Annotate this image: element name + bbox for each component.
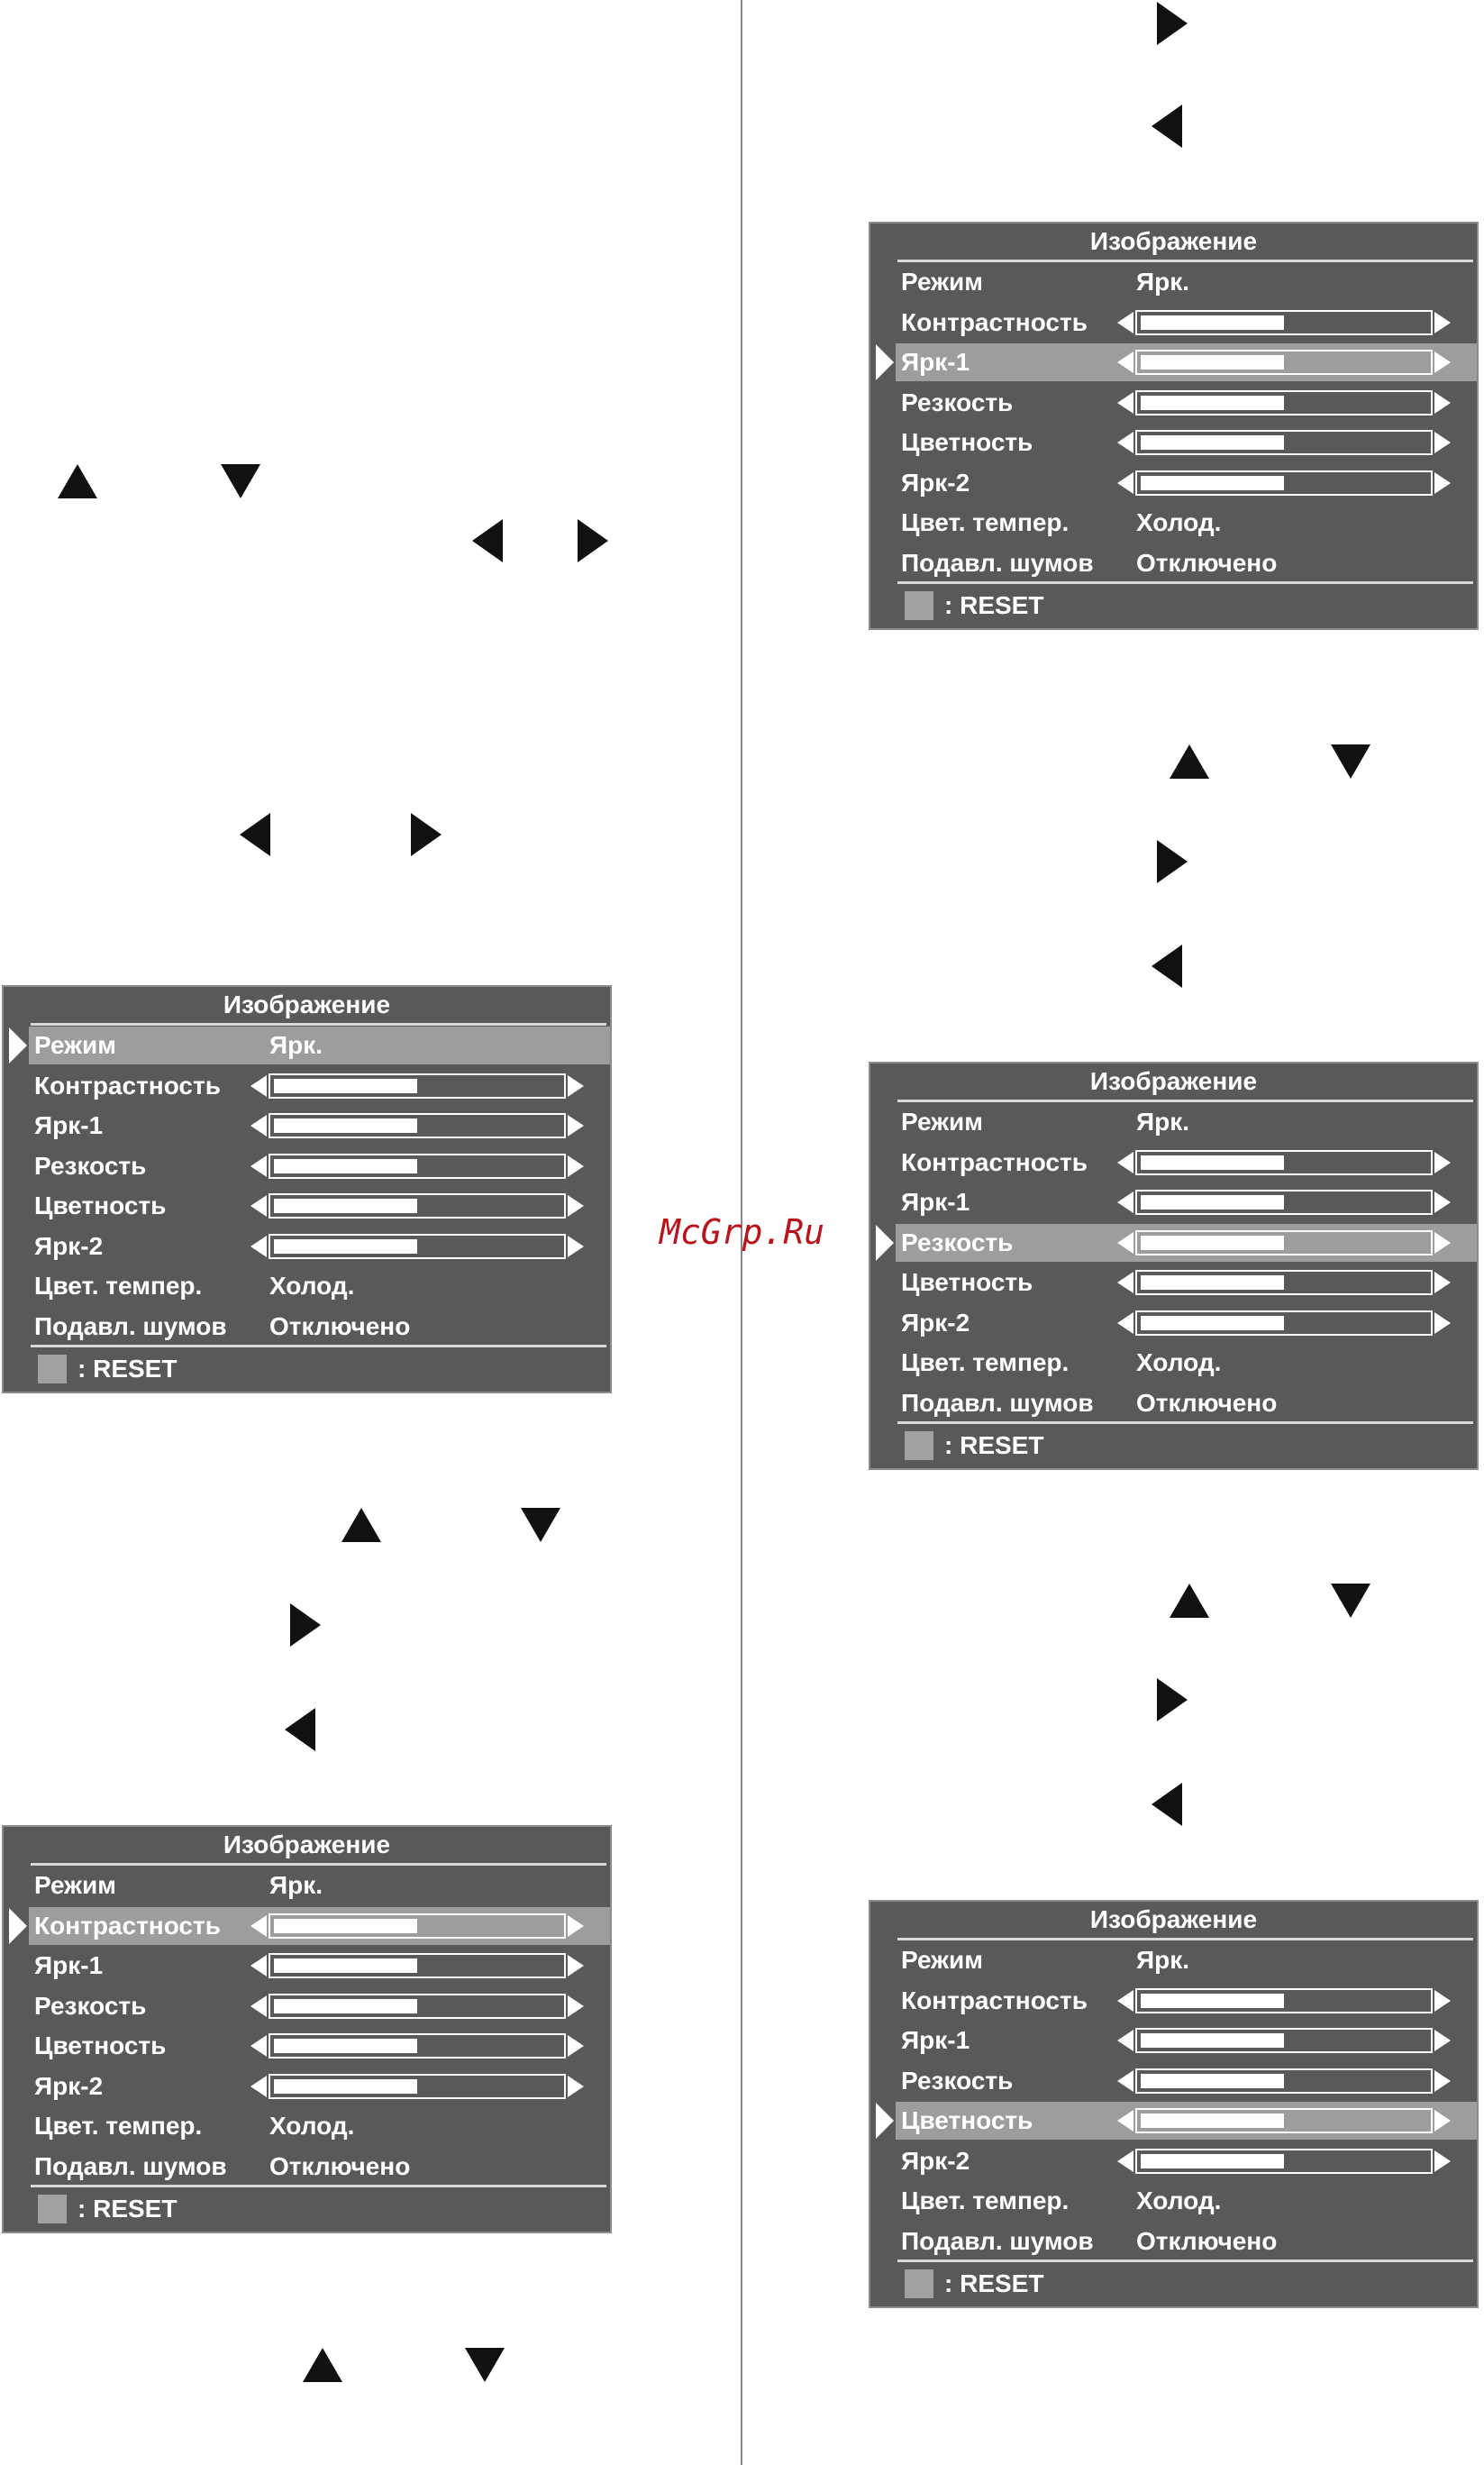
menu-row-label: Резкость	[901, 388, 1014, 416]
menu-row[interactable]	[870, 1982, 1477, 2020]
menu-row-label: Цветность	[901, 2106, 1033, 2134]
menu-row-label: Цвет. темпер.	[34, 2112, 203, 2140]
slider-right-arrow-icon[interactable]	[1434, 1232, 1451, 1254]
menu-row-value: Ярк.	[1136, 268, 1190, 296]
menu-row-label: Цветность	[901, 1268, 1033, 1296]
down-arrow-icon	[221, 464, 260, 498]
menu-slider[interactable]	[1117, 468, 1451, 498]
slider-right-arrow-icon[interactable]	[1434, 2110, 1451, 2132]
up-arrow-icon	[58, 464, 97, 498]
reset-color-key-icon	[905, 2269, 933, 2298]
slider-track	[1135, 1230, 1433, 1255]
slider-right-arrow-icon[interactable]	[1434, 2070, 1451, 2092]
slider-fill	[274, 1958, 417, 1973]
slider-fill	[1141, 1275, 1284, 1290]
slider-track	[269, 1953, 566, 1978]
picture-menu	[869, 222, 1479, 630]
left-arrow-icon	[240, 813, 270, 856]
slider-right-arrow-icon[interactable]	[568, 2035, 584, 2057]
menu-row-label: Подавл. шумов	[901, 1388, 1094, 1417]
slider-track	[1135, 1150, 1433, 1175]
menu-row-value: Холод.	[269, 2112, 355, 2140]
menu-row[interactable]	[870, 1144, 1477, 1182]
slider-track	[269, 2074, 566, 2099]
menu-title: Изображение	[223, 991, 391, 1018]
menu-slider[interactable]	[1117, 2146, 1451, 2177]
menu-title: Изображение	[223, 1830, 391, 1858]
left-arrow-icon	[1152, 105, 1182, 148]
slider-track	[269, 2033, 566, 2059]
menu-row-value: Ярк.	[269, 1031, 323, 1059]
menu-divider	[897, 581, 1473, 584]
menu-row[interactable]	[870, 304, 1477, 342]
slider-left-arrow-icon[interactable]	[250, 1995, 267, 2017]
menu-slider[interactable]	[250, 1950, 584, 1981]
menu-slider[interactable]	[1117, 427, 1451, 458]
slider-track	[1135, 350, 1433, 375]
menu-slider[interactable]	[1117, 1267, 1451, 1298]
reset-color-key-icon	[38, 2195, 67, 2223]
slider-left-arrow-icon[interactable]	[250, 1236, 267, 1257]
down-arrow-icon	[1331, 1584, 1370, 1618]
up-arrow-icon	[303, 2348, 342, 2382]
menu-row-value: Холод.	[1136, 508, 1222, 536]
menu-row[interactable]	[870, 1384, 1477, 1422]
menu-row[interactable]	[4, 1867, 610, 1904]
menu-row[interactable]	[870, 1304, 1477, 1342]
slider-track	[1135, 1270, 1433, 1295]
up-arrow-icon	[1170, 744, 1209, 779]
menu-slider[interactable]	[1117, 1228, 1451, 1258]
menu-slider[interactable]	[250, 1991, 584, 2022]
menu-slider[interactable]	[1117, 2025, 1451, 2056]
slider-right-arrow-icon[interactable]	[568, 1915, 584, 1937]
menu-divider	[897, 2260, 1473, 2262]
slider-track	[269, 1154, 566, 1179]
menu-row-label: Ярк-1	[901, 348, 970, 376]
menu-divider	[31, 2185, 606, 2187]
menu-row[interactable]	[870, 2223, 1477, 2260]
slider-left-arrow-icon[interactable]	[250, 1155, 267, 1177]
slider-left-arrow-icon[interactable]	[1117, 432, 1133, 453]
slider-right-arrow-icon[interactable]	[568, 1236, 584, 1257]
slider-right-arrow-icon[interactable]	[1434, 1191, 1451, 1213]
selection-cursor-icon	[876, 344, 894, 380]
menu-row-label: Контрастность	[34, 1071, 221, 1100]
menu-row[interactable]	[896, 2102, 1477, 2140]
slider-track	[269, 1113, 566, 1138]
slider-fill	[1141, 476, 1284, 490]
menu-slider[interactable]	[1117, 2105, 1451, 2136]
slider-left-arrow-icon[interactable]	[1117, 2030, 1133, 2051]
slider-right-arrow-icon[interactable]	[568, 1115, 584, 1137]
slider-right-arrow-icon[interactable]	[1434, 432, 1451, 453]
menu-row[interactable]	[870, 424, 1477, 461]
menu-row-label: Подавл. шумов	[901, 548, 1094, 577]
menu-row[interactable]	[4, 1067, 610, 1105]
selection-cursor-icon	[9, 1908, 27, 1944]
menu-title: Изображение	[1089, 1905, 1258, 1933]
menu-row-label: Режим	[901, 1108, 983, 1136]
slider-left-arrow-icon[interactable]	[250, 1955, 267, 1977]
menu-row[interactable]	[29, 1907, 610, 1945]
menu-row[interactable]	[4, 2027, 610, 2065]
left-arrow-icon	[285, 1708, 315, 1751]
left-arrow-icon	[472, 519, 503, 562]
slider-left-arrow-icon[interactable]	[250, 1075, 267, 1097]
menu-title: Изображение	[1089, 227, 1258, 255]
menu-row-value: Отключено	[1136, 548, 1278, 577]
slider-fill	[1141, 2114, 1284, 2128]
menu-slider[interactable]	[250, 1231, 584, 1262]
slider-left-arrow-icon[interactable]	[250, 1115, 267, 1137]
menu-slider[interactable]	[250, 1071, 584, 1101]
menu-row-value: Ярк.	[1136, 1108, 1190, 1136]
menu-row-label: Контрастность	[901, 307, 1088, 336]
menu-row-label: Ярк-1	[34, 1951, 104, 1979]
menu-row-value: Ярк.	[1136, 1946, 1190, 1974]
menu-row[interactable]	[4, 1228, 610, 1265]
menu-row-label: Резкость	[34, 1151, 147, 1180]
slider-left-arrow-icon[interactable]	[250, 2076, 267, 2097]
menu-row-value: Отключено	[269, 1311, 411, 1340]
menu-row-label: Режим	[901, 268, 983, 296]
slider-track	[1135, 470, 1433, 496]
menu-row-label: Контрастность	[901, 1986, 1088, 2014]
menu-slider[interactable]	[1117, 307, 1451, 338]
menu-row[interactable]	[896, 343, 1477, 381]
left-arrow-icon	[1152, 945, 1182, 988]
right-arrow-icon	[1157, 840, 1188, 883]
menu-divider	[897, 1938, 1473, 1940]
menu-divider	[897, 1421, 1473, 1424]
slider-left-arrow-icon[interactable]	[1117, 351, 1133, 373]
menu-row-label: Режим	[34, 1031, 116, 1059]
menu-row-label: Ярк-2	[901, 468, 970, 497]
slider-left-arrow-icon[interactable]	[1117, 1312, 1133, 1334]
menu-row-label: Режим	[34, 1871, 116, 1899]
slider-right-arrow-icon[interactable]	[1434, 312, 1451, 333]
menu-row[interactable]	[870, 504, 1477, 542]
down-arrow-icon	[465, 2348, 505, 2382]
slider-right-arrow-icon[interactable]	[568, 1075, 584, 1097]
menu-slider[interactable]	[1117, 1147, 1451, 1178]
reset-label: : RESET	[77, 2195, 178, 2223]
menu-row-value: Ярк.	[269, 1871, 323, 1899]
slider-track	[1135, 2068, 1433, 2094]
menu-divider	[897, 1100, 1473, 1102]
menu-row-label: Резкость	[34, 1991, 147, 2020]
menu-row[interactable]	[4, 1107, 610, 1145]
slider-fill	[1141, 2154, 1284, 2168]
slider-right-arrow-icon[interactable]	[1434, 2030, 1451, 2051]
menu-row-value: Отключено	[1136, 2226, 1278, 2255]
slider-right-arrow-icon[interactable]	[1434, 472, 1451, 494]
slider-fill	[274, 2039, 417, 2053]
menu-row-label: Ярк-2	[34, 2071, 104, 2100]
slider-fill	[1141, 1994, 1284, 2008]
down-arrow-icon	[521, 1508, 560, 1542]
slider-left-arrow-icon[interactable]	[1117, 2070, 1133, 2092]
menu-slider[interactable]	[1117, 347, 1451, 378]
slider-fill	[274, 1999, 417, 2013]
menu-row[interactable]	[4, 1267, 610, 1305]
slider-track	[269, 1073, 566, 1099]
picture-menu	[2, 985, 612, 1393]
slider-left-arrow-icon[interactable]	[1117, 392, 1133, 414]
slider-fill	[1141, 435, 1284, 450]
slider-right-arrow-icon[interactable]	[1434, 2150, 1451, 2172]
menu-slider[interactable]	[250, 1110, 584, 1141]
menu-row-label: Подавл. шумов	[901, 2226, 1094, 2255]
slider-track	[1135, 310, 1433, 335]
picture-menu	[869, 1900, 1479, 2308]
left-arrow-icon	[1152, 1783, 1182, 1826]
menu-slider[interactable]	[250, 1911, 584, 1941]
slider-right-arrow-icon[interactable]	[568, 1195, 584, 1217]
slider-right-arrow-icon[interactable]	[568, 1155, 584, 1177]
slider-right-arrow-icon[interactable]	[1434, 351, 1451, 373]
menu-row-value: Отключено	[269, 2151, 411, 2180]
slider-right-arrow-icon[interactable]	[568, 1995, 584, 2017]
menu-row[interactable]	[4, 2068, 610, 2105]
menu-row-label: Цветность	[34, 1191, 167, 1219]
slider-right-arrow-icon[interactable]	[1434, 1152, 1451, 1173]
slider-left-arrow-icon[interactable]	[1117, 312, 1133, 333]
menu-row[interactable]	[4, 1147, 610, 1185]
slider-left-arrow-icon[interactable]	[250, 1915, 267, 1937]
menu-row-value: Холод.	[269, 1272, 355, 1300]
slider-fill	[274, 1159, 417, 1173]
watermark: McGrp.Ru	[660, 1212, 825, 1252]
slider-track	[1135, 1190, 1433, 1215]
reset-color-key-icon	[905, 591, 933, 620]
menu-row[interactable]	[29, 1027, 610, 1064]
slider-fill	[1141, 396, 1284, 410]
selection-cursor-icon	[9, 1027, 27, 1064]
menu-row[interactable]	[870, 544, 1477, 582]
menu-row[interactable]	[4, 2107, 610, 2145]
menu-slider[interactable]	[1117, 1986, 1451, 2016]
slider-track	[269, 1193, 566, 1219]
menu-row-label: Цвет. темпер.	[901, 1348, 1070, 1376]
menu-row[interactable]	[870, 1941, 1477, 1979]
menu-title: Изображение	[1089, 1067, 1258, 1095]
menu-row-label: Контрастность	[34, 1911, 221, 1940]
reset-label: : RESET	[944, 1431, 1044, 1459]
menu-row-label: Резкость	[901, 2066, 1014, 2095]
slider-fill	[274, 1118, 417, 1133]
menu-slider[interactable]	[1117, 388, 1451, 418]
slider-fill	[1141, 1316, 1284, 1330]
slider-fill	[1141, 1155, 1284, 1170]
menu-row-label: Контрастность	[901, 1147, 1088, 1176]
menu-row-label: Ярк-2	[901, 1308, 970, 1337]
picture-menu	[869, 1062, 1479, 1470]
menu-row[interactable]	[870, 1344, 1477, 1382]
reset-label: : RESET	[944, 2269, 1044, 2297]
slider-track	[1135, 2149, 1433, 2174]
slider-track	[269, 1913, 566, 1939]
up-arrow-icon	[1170, 1584, 1209, 1618]
menu-row[interactable]	[4, 2148, 610, 2186]
menu-row[interactable]	[870, 2062, 1477, 2100]
selection-cursor-icon	[876, 2103, 894, 2139]
menu-slider[interactable]	[250, 1191, 584, 1221]
slider-right-arrow-icon[interactable]	[568, 1955, 584, 1977]
slider-left-arrow-icon[interactable]	[1117, 1272, 1133, 1293]
menu-row-label: Цветность	[34, 2031, 167, 2059]
right-arrow-icon	[578, 519, 608, 562]
menu-row[interactable]	[870, 1103, 1477, 1141]
menu-row-label: Ярк-1	[901, 1188, 970, 1216]
slider-fill	[274, 2079, 417, 2094]
slider-right-arrow-icon[interactable]	[1434, 1312, 1451, 1334]
slider-track	[1135, 2028, 1433, 2053]
slider-left-arrow-icon[interactable]	[1117, 1232, 1133, 1254]
menu-slider[interactable]	[250, 1151, 584, 1182]
slider-right-arrow-icon[interactable]	[1434, 1990, 1451, 2012]
slider-fill	[274, 1079, 417, 1093]
reset-color-key-icon	[905, 1431, 933, 1460]
slider-fill	[1141, 1195, 1284, 1210]
slider-left-arrow-icon[interactable]	[1117, 2110, 1133, 2132]
menu-slider[interactable]	[1117, 1308, 1451, 1338]
menu-row-label: Ярк-2	[34, 1231, 104, 1260]
slider-track	[1135, 1310, 1433, 1336]
menu-row-label: Резкость	[901, 1228, 1014, 1256]
picture-menu	[2, 1825, 612, 2233]
menu-row[interactable]	[870, 2142, 1477, 2180]
slider-track	[1135, 2108, 1433, 2133]
menu-row-label: Подавл. шумов	[34, 2151, 227, 2180]
menu-row-label: Цвет. темпер.	[901, 2187, 1070, 2214]
menu-row-label: Цвет. темпер.	[901, 508, 1070, 536]
reset-label: : RESET	[77, 1355, 178, 1383]
menu-row[interactable]	[870, 1264, 1477, 1301]
menu-row-label: Ярк-1	[34, 1111, 104, 1139]
menu-row-label: Подавл. шумов	[34, 1311, 227, 1340]
menu-row[interactable]	[4, 1187, 610, 1225]
right-arrow-icon	[290, 1603, 321, 1647]
slider-fill	[1141, 315, 1284, 330]
slider-fill	[1141, 1236, 1284, 1250]
menu-row-label: Цвет. темпер.	[34, 1272, 203, 1300]
menu-row[interactable]	[870, 263, 1477, 301]
slider-left-arrow-icon[interactable]	[250, 1195, 267, 1217]
menu-divider	[31, 1023, 606, 1026]
menu-slider[interactable]	[250, 2071, 584, 2102]
slider-left-arrow-icon[interactable]	[1117, 2150, 1133, 2172]
slider-fill	[274, 1239, 417, 1254]
reset-label: : RESET	[944, 591, 1044, 619]
menu-slider[interactable]	[1117, 2066, 1451, 2096]
menu-row-value: Холод.	[1136, 1348, 1222, 1376]
slider-left-arrow-icon[interactable]	[1117, 472, 1133, 494]
slider-fill	[1141, 355, 1284, 370]
menu-slider[interactable]	[1117, 1187, 1451, 1218]
menu-row-label: Ярк-2	[901, 2146, 970, 2175]
menu-divider	[31, 1863, 606, 1866]
slider-track	[1135, 390, 1433, 415]
slider-fill	[274, 1919, 417, 1933]
menu-row-label: Режим	[901, 1946, 983, 1974]
menu-row[interactable]	[870, 2182, 1477, 2220]
slider-fill	[1141, 2074, 1284, 2088]
slider-left-arrow-icon[interactable]	[1117, 1152, 1133, 1173]
menu-row[interactable]	[870, 2022, 1477, 2059]
menu-divider	[31, 1345, 606, 1347]
menu-row[interactable]	[870, 384, 1477, 422]
slider-track	[269, 1234, 566, 1259]
slider-left-arrow-icon[interactable]	[250, 2035, 267, 2057]
slider-track	[1135, 1988, 1433, 2013]
slider-track	[1135, 430, 1433, 455]
menu-row[interactable]	[870, 1183, 1477, 1221]
slider-right-arrow-icon[interactable]	[1434, 392, 1451, 414]
slider-track	[269, 1994, 566, 2019]
slider-left-arrow-icon[interactable]	[1117, 1990, 1133, 2012]
selection-cursor-icon	[876, 1225, 894, 1261]
right-arrow-icon	[411, 813, 442, 856]
menu-row[interactable]	[870, 464, 1477, 502]
menu-row[interactable]	[4, 1947, 610, 1985]
menu-row[interactable]	[4, 1987, 610, 2025]
menu-row[interactable]	[896, 1224, 1477, 1262]
menu-row[interactable]	[4, 1308, 610, 1346]
slider-fill	[1141, 2033, 1284, 2048]
menu-row-value: Холод.	[1136, 2187, 1222, 2214]
menu-row-label: Цветность	[901, 428, 1033, 456]
slider-right-arrow-icon[interactable]	[568, 2076, 584, 2097]
reset-color-key-icon	[38, 1355, 67, 1383]
up-arrow-icon	[341, 1508, 381, 1542]
down-arrow-icon	[1331, 744, 1370, 779]
slider-fill	[274, 1199, 417, 1213]
right-arrow-icon	[1157, 1678, 1188, 1721]
slider-right-arrow-icon[interactable]	[1434, 1272, 1451, 1293]
menu-row-value: Отключено	[1136, 1388, 1278, 1417]
slider-left-arrow-icon[interactable]	[1117, 1191, 1133, 1213]
menu-row-label: Ярк-1	[901, 2026, 970, 2054]
menu-slider[interactable]	[250, 2031, 584, 2061]
right-arrow-icon	[1157, 2, 1188, 45]
menu-divider	[897, 260, 1473, 262]
